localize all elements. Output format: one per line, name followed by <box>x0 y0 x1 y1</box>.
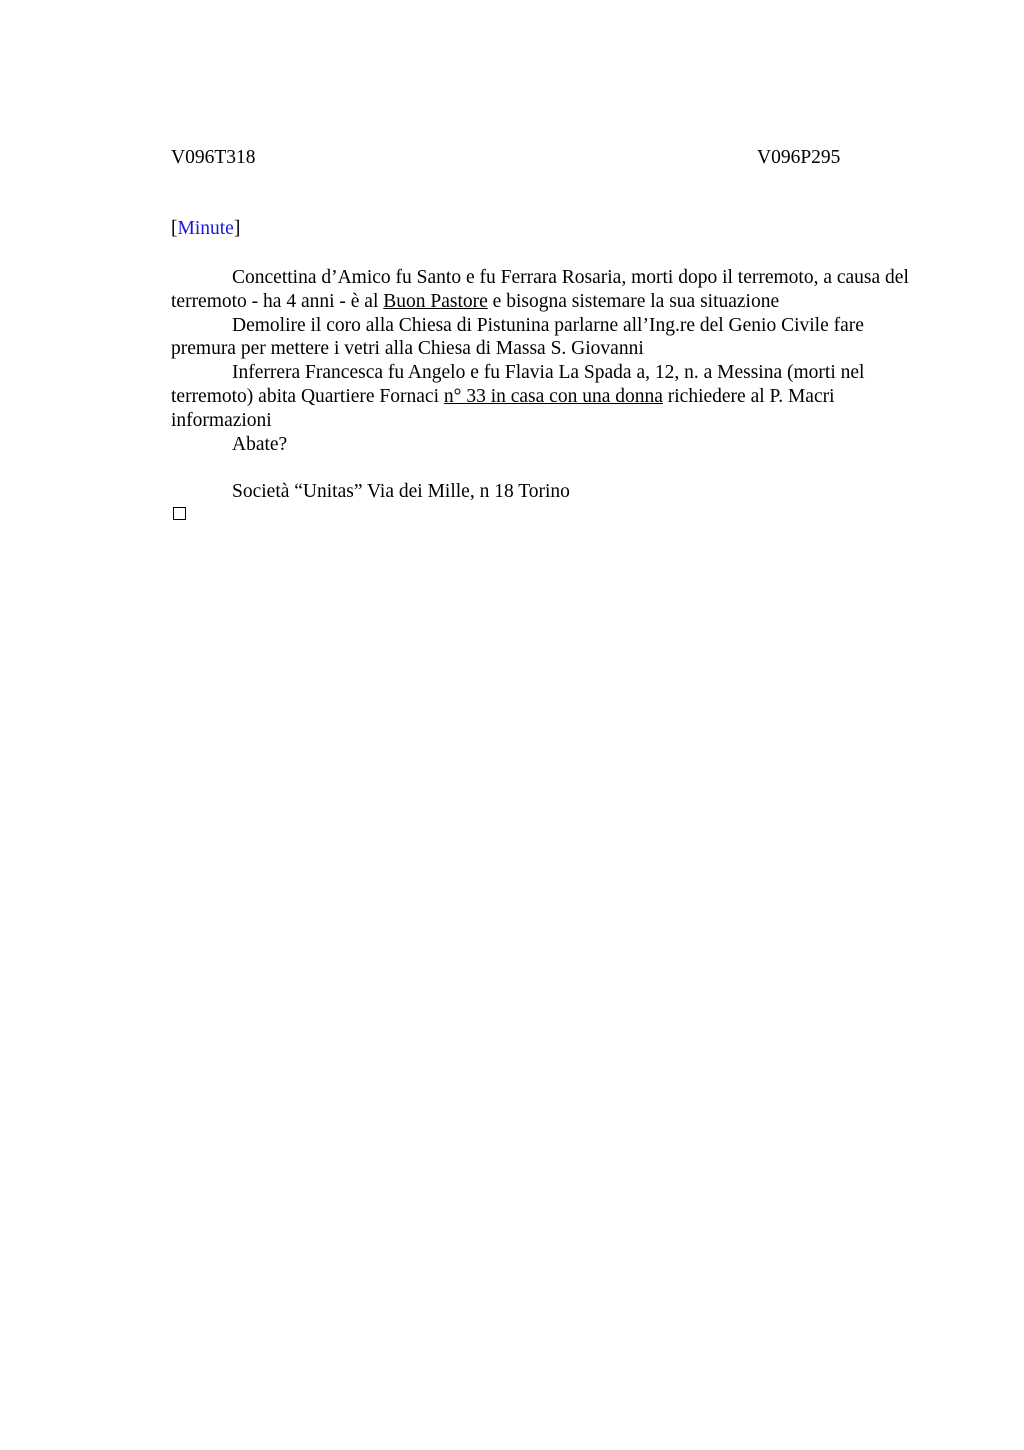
bracket-close: ] <box>233 218 241 239</box>
bracket-open: [ <box>171 218 178 239</box>
paragraph-abate: Abate? <box>232 433 288 455</box>
empty-square-icon <box>173 507 186 520</box>
paragraph-societa: Società “Unitas” Via dei Mille, n 18 Torino <box>232 481 570 503</box>
paragraph-text: richiedere al P. Macri informazioni <box>171 385 835 431</box>
underlined-text: Buon Pastore <box>383 290 488 312</box>
paragraph-text: Inferrera Francesca fu Angelo e fu Flavia La Spada a, 12, n. a Messina (morti nel terremoto) abita Quartiere Fornaci <box>171 362 865 407</box>
document-code-right: V096P295 <box>757 147 841 168</box>
document-body <box>171 266 931 504</box>
paragraph-text: e bisogna sistemare la sua situazione <box>487 290 780 312</box>
paragraph-inferrera <box>171 361 931 432</box>
paragraph-demolire: Demolire il coro alla Chiesa di Pistunina parlarne all’Ing.re del Genio Civile fare premura per mettere i vetri alla Chiesa di Massa S. Giovanni <box>171 314 864 360</box>
document-code-left: V096T318 <box>171 147 256 168</box>
section-label <box>171 218 240 240</box>
paragraph-text: Concettina d’Amico fu Santo e fu Ferrara Rosaria, morti dopo il terremoto, a causa del terremoto - ha 4 anni - è al <box>171 267 909 312</box>
underlined-text: n° 33 in casa con una donna <box>443 385 663 407</box>
minute-link[interactable]: Minute <box>177 218 234 239</box>
paragraph-concettina <box>171 266 931 314</box>
blank-line <box>171 456 931 480</box>
